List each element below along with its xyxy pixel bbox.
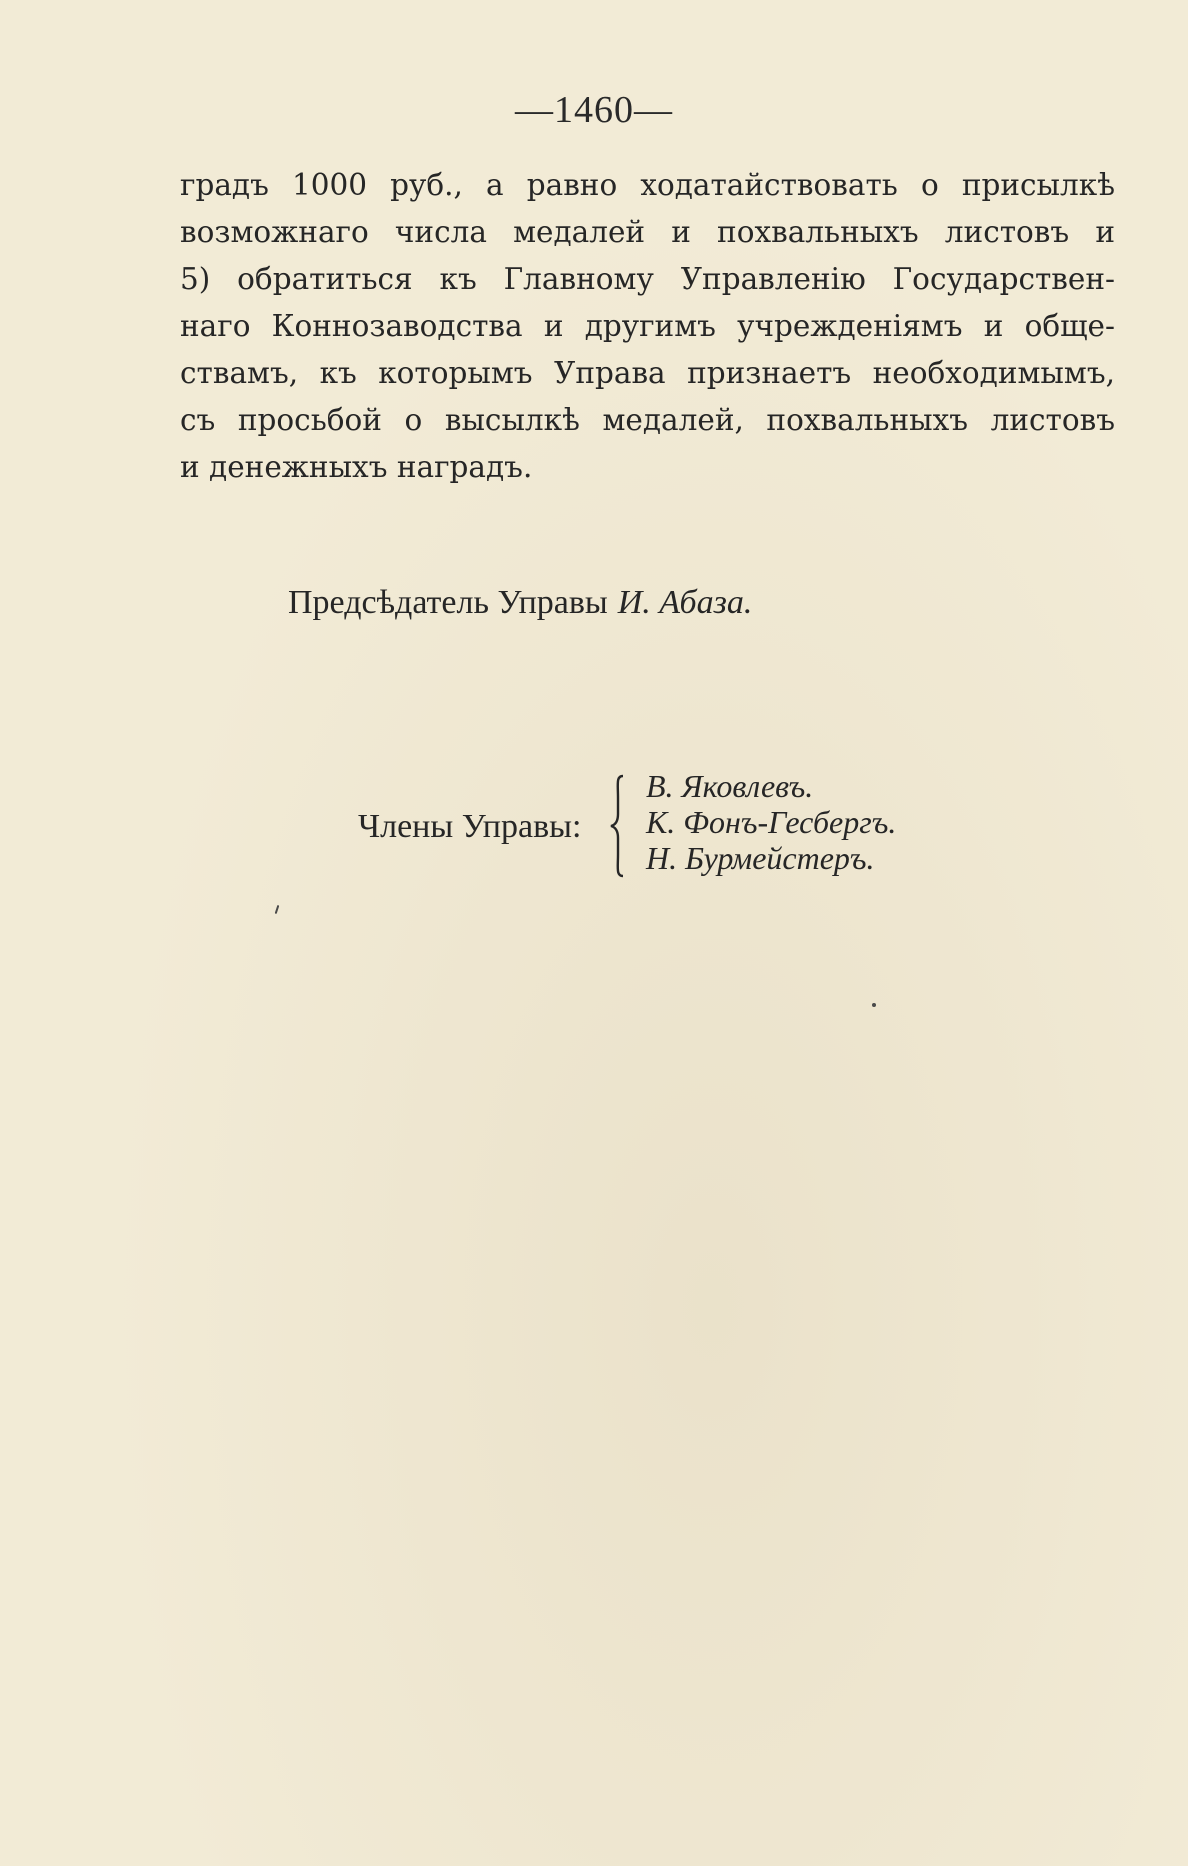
page-number: —1460— [515,89,673,131]
curly-brace-icon [608,774,628,878]
body-line: наго Коннозаводства и другимъ учрежденіямъ и обще- [180,309,1115,343]
members-list [646,768,896,876]
body-paragraph [180,162,1115,491]
paper-speck [872,1003,876,1007]
member-name: Н. Бурмейстеръ. [646,840,875,876]
body-line: 5) обратиться къ Главному Управленію Государствен- [180,262,1115,296]
body-line: градъ 1000 руб., а равно ходатайствовать о присылкѣ [180,168,1115,202]
chairman-signature: И. Абаза. [617,584,753,621]
body-line: ствамъ, къ которымъ Управа признаетъ необходимымъ, [180,356,1115,390]
chairman-title: Предсѣдатель Управы [288,584,608,621]
members-label: Члены Управы: [358,808,582,845]
body-line: и денежныхъ наградъ. [180,450,533,484]
member-name: К. Фонъ-Гесбергъ. [646,804,897,840]
board-members-block [358,768,958,878]
paper-speck [275,905,280,914]
chairman-signature-line [288,584,752,622]
member-name: В. Яковлевъ. [646,768,814,804]
body-line: съ просьбой о высылкѣ медалей, похвальныхъ листовъ [180,403,1115,437]
body-line: возможнаго числа медалей и похвальныхъ листовъ и [180,215,1115,249]
